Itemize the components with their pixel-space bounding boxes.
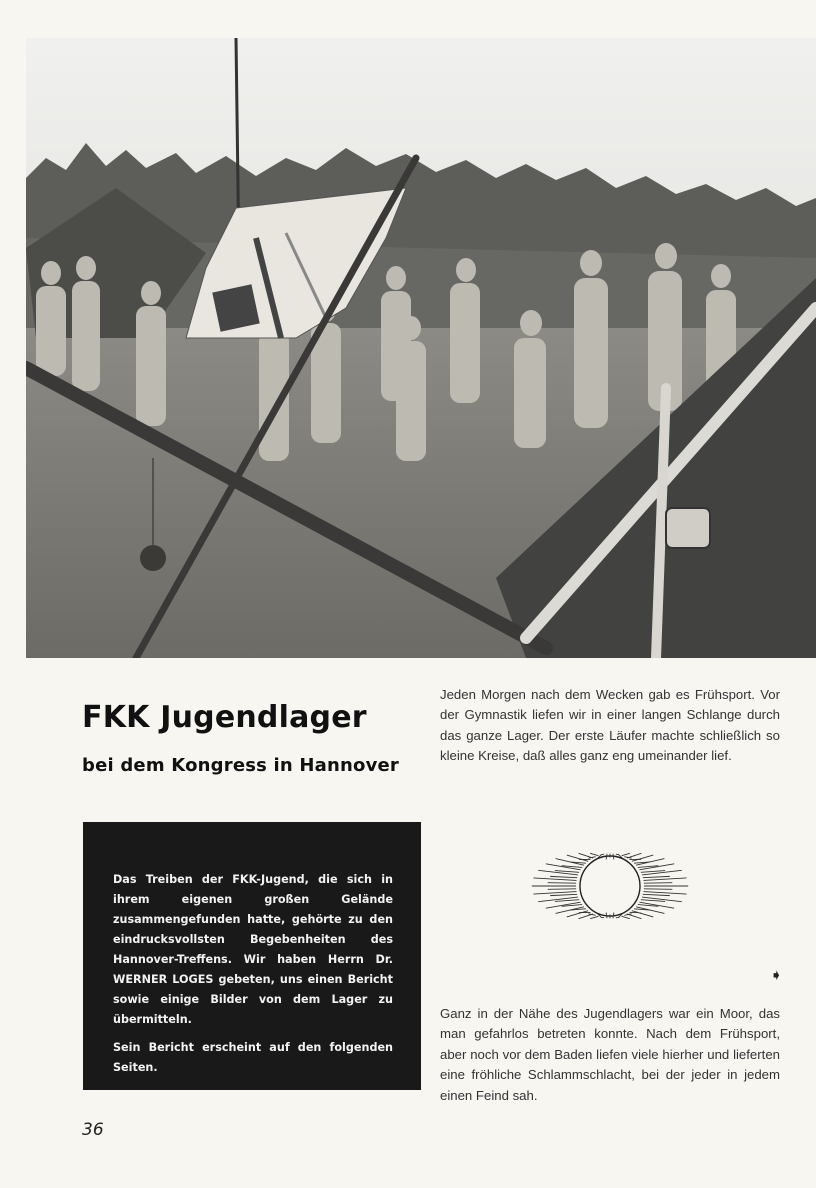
sun-icon [514, 828, 706, 944]
article-paragraph-1: Jeden Morgen nach dem Wecken gab es Frühsport. Vor der Gymnastik liefen wir in einer langen Schlange durch das ganze Lager. Der erste Läufer machte schließlich so kleine Kreise, daß alles ganz eng umeinander lief. [440, 687, 780, 764]
arrow-right-icon: ➧ [770, 966, 783, 984]
article-subtitle: bei dem Kongress in Hannover [82, 755, 399, 776]
info-box-paragraph-1: Das Treiben der FKK-Jugend, die sich in ihrem eigenen großen Gelände zusammengefunden hatte, gehörte zu den eindrucksvollsten Begebenheiten des Hannover-Treffens. Wir haben Herrn Dr. WERNER LOGES gebeten, uns einen Bericht sowie einige Bilder von dem Lager zu übermitteln. [113, 873, 393, 1026]
page-number: 36 [82, 1120, 104, 1140]
article-paragraph-2: Ganz in der Nähe des Jugendlagers war ein Moor, das man gefahrlos betreten konnte. Nach dem Frühsport, aber noch vor dem Baden liefen viele hierher und lieferten eine fröhliche Schlammschlacht, bei der jeder in jedem einen Feind sah. [440, 1006, 780, 1103]
camp-photo [26, 38, 816, 658]
info-box [83, 822, 421, 1090]
info-box-paragraph-2: Sein Bericht erscheint auf den folgenden Seiten. [113, 1041, 393, 1074]
article-title: FKK Jugendlager [82, 700, 367, 735]
